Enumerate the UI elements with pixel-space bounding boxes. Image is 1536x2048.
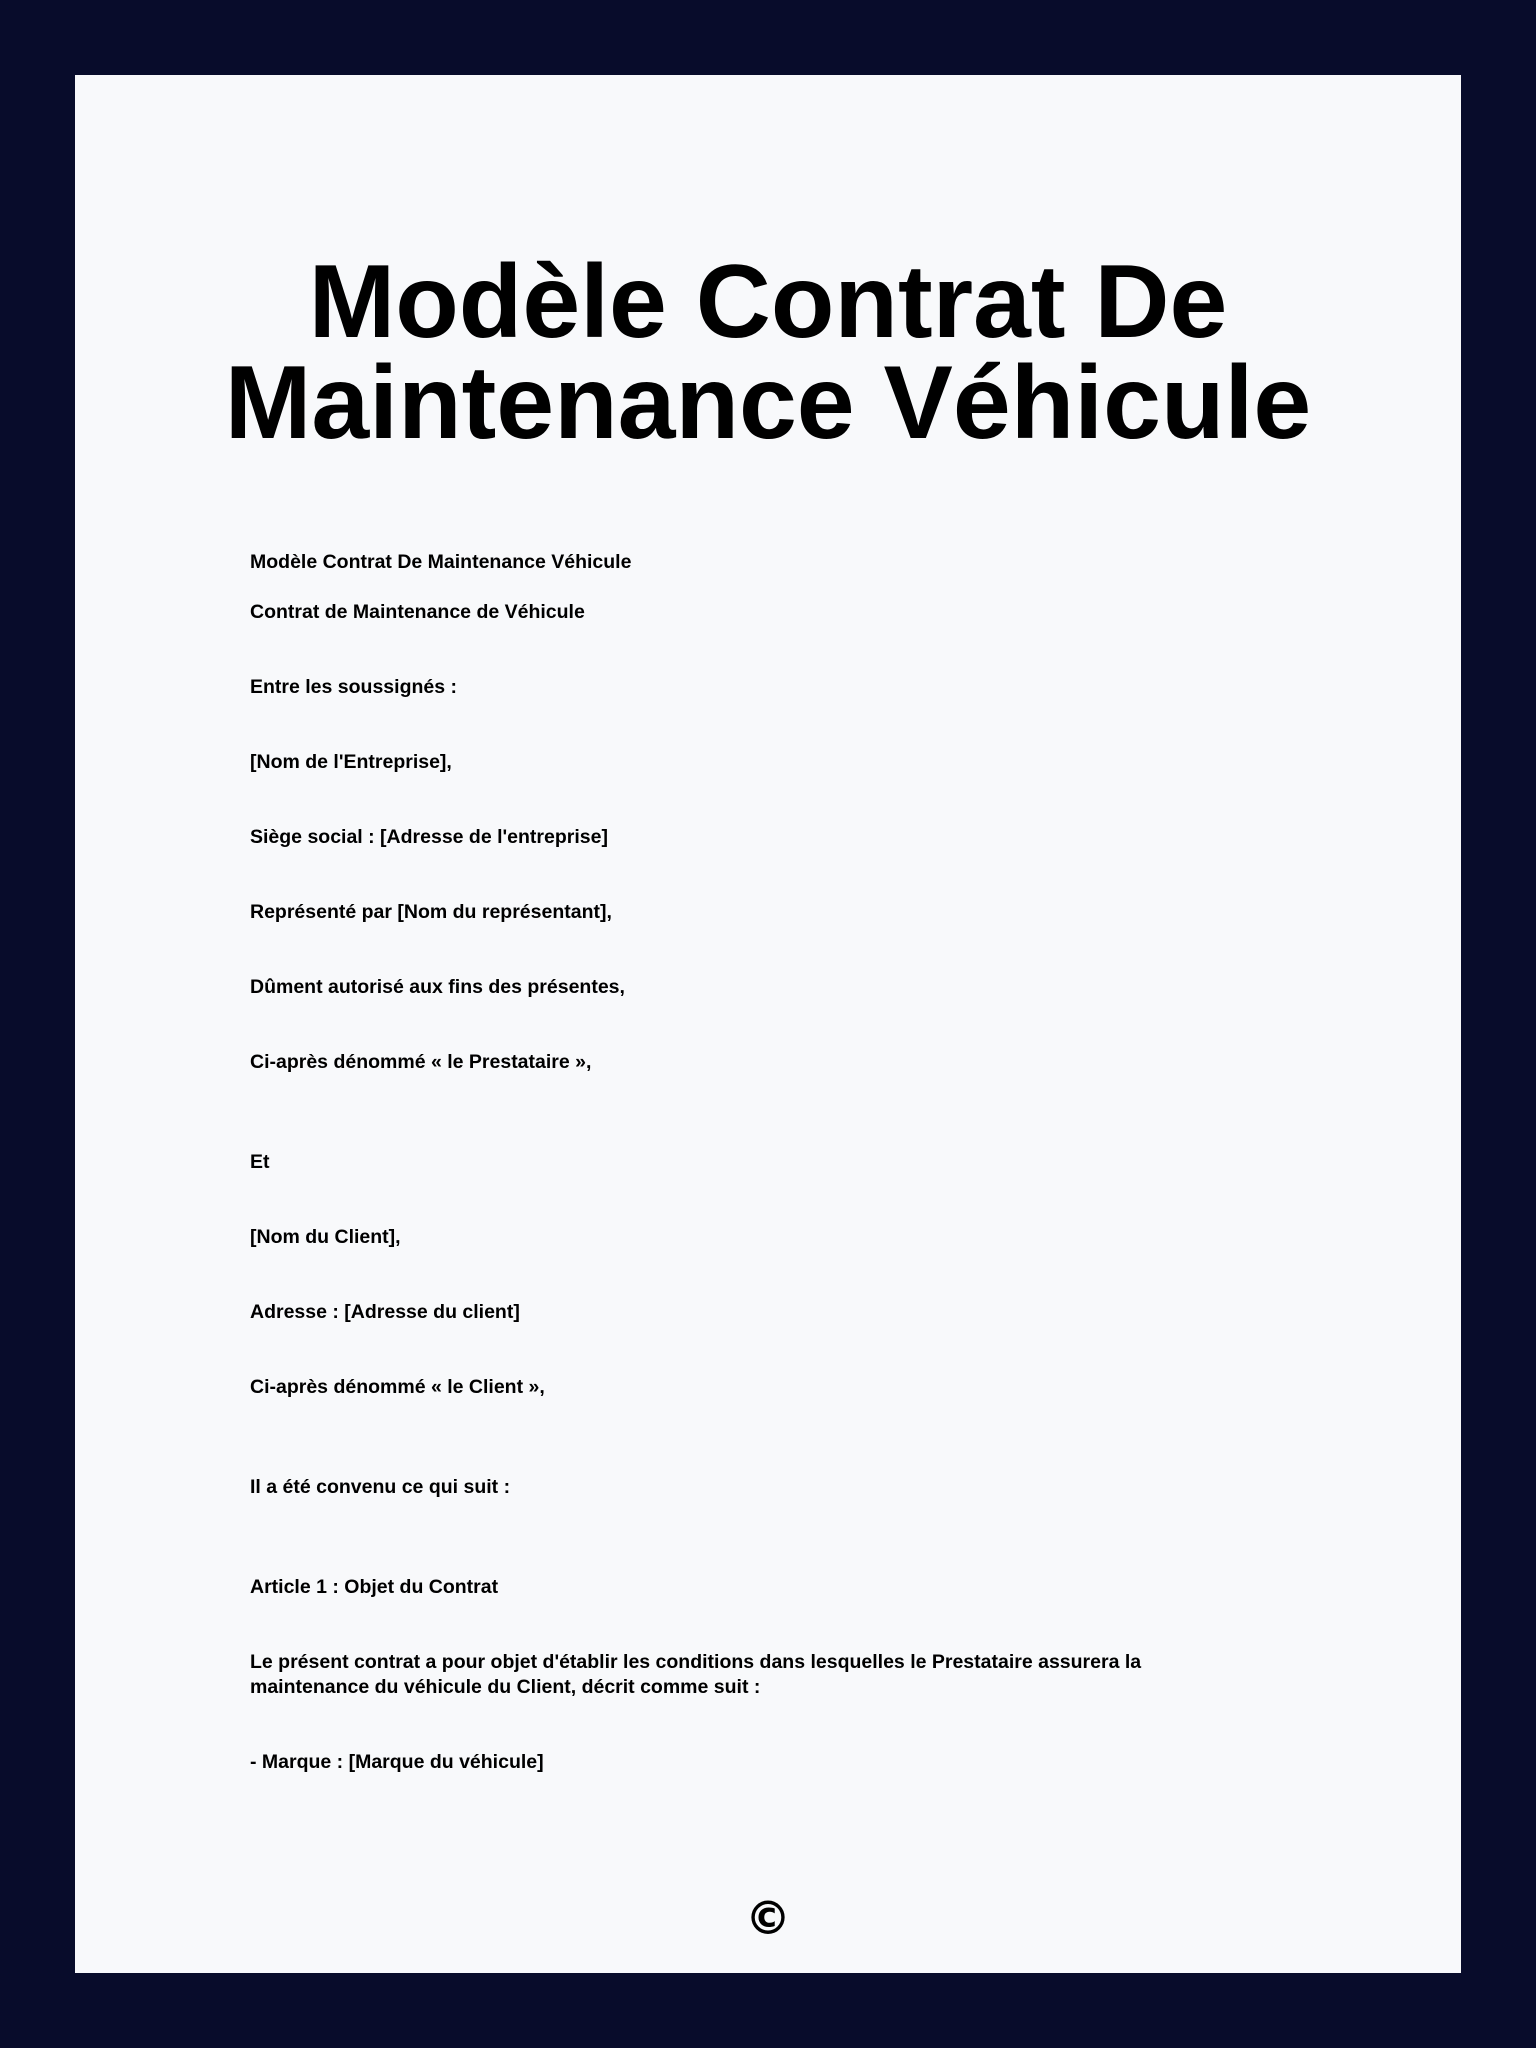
paragraph-contract-title: Contrat de Maintenance de Véhicule	[250, 601, 585, 623]
paragraph-company-address: Siège social : [Adresse de l'entreprise]	[250, 826, 608, 848]
paragraph-doc-heading: Modèle Contrat De Maintenance Véhicule	[250, 551, 632, 573]
paragraph-article-1-heading: Article 1 : Objet du Contrat	[250, 1576, 499, 1598]
paragraph-authorization: Dûment autorisé aux fins des présentes,	[250, 976, 625, 998]
paragraph-client-name: [Nom du Client],	[250, 1226, 401, 1248]
document-page	[75, 75, 1461, 1973]
paragraph-and: Et	[250, 1151, 270, 1173]
page-title: Modèle Contrat De Maintenance Véhicule	[224, 244, 1312, 461]
paragraph-client-designation: Ci-après dénommé « le Client »,	[250, 1376, 545, 1398]
paragraph-client-address: Adresse : [Adresse du client]	[250, 1301, 520, 1323]
paragraph-provider-designation: Ci-après dénommé « le Prestataire »,	[250, 1051, 592, 1073]
paragraph-article-1-text: Le présent contrat a pour objet d'établir les conditions dans lesquelles le Prestataire assurera la maintenance du véhicule du Client, décrit comme suit :	[250, 1651, 1142, 1698]
paragraph-company-name: [Nom de l'Entreprise],	[250, 751, 452, 773]
paragraph-vehicle-brand: - Marque : [Marque du véhicule]	[250, 1751, 544, 1773]
paragraph-representative: Représenté par [Nom du représentant],	[250, 901, 612, 923]
paragraph-parties-intro: Entre les soussignés :	[250, 676, 457, 698]
copyright-icon: ©	[745, 1891, 791, 1945]
paragraph-agreement: Il a été convenu ce qui suit :	[250, 1476, 511, 1498]
